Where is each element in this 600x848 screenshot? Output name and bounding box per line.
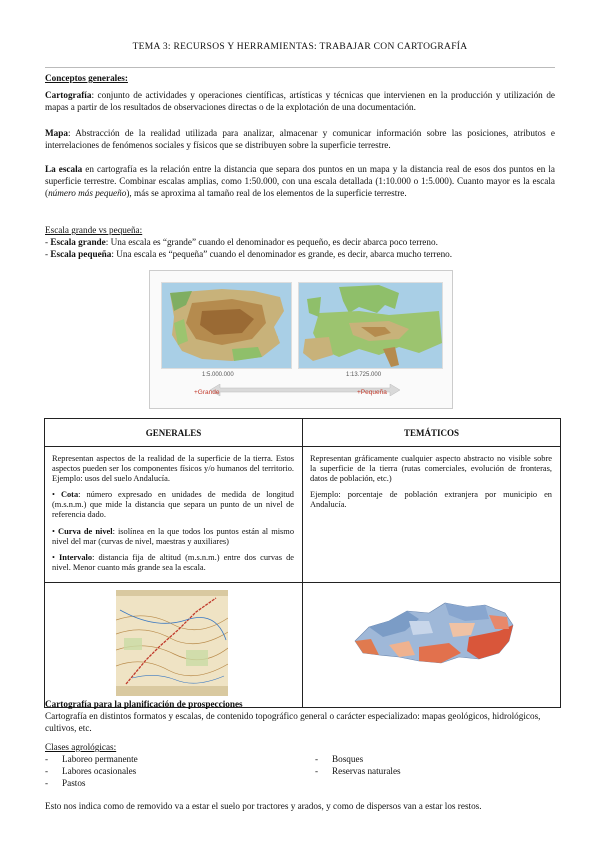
prospecciones-text: Cartografía en distintos formatos y escalas, de contenido topográfico general o carácter especializado: mapas geológicos, hidrológicos, cultivos, etc. <box>45 711 541 734</box>
clases-list-right <box>315 753 401 777</box>
page-title: TEMA 3: RECURSOS Y HERRAMIENTAS: TRABAJAR CON CARTOGRAFÍA <box>132 42 468 52</box>
scale-comparison-figure <box>149 270 453 409</box>
topographic-map-cell <box>45 582 303 707</box>
andalucia-thematic-map-image <box>349 597 519 669</box>
list-item: - Labores ocasionales <box>45 766 137 777</box>
thematic-map-cell <box>303 582 561 707</box>
conceptos-heading: Conceptos generales: <box>45 73 128 83</box>
intervalo-item: • Intervalo: distancia fija de altitud (m.s.n.m.) entre dos curvas de nivel. Menor cuanto más grande sea la escala. <box>52 552 294 572</box>
clases-heading: Clases agrológicas: <box>45 742 117 752</box>
escala-term: La escala <box>45 164 83 174</box>
generales-cell <box>45 447 303 583</box>
cartografia-definition: Cartografía: conjunto de actividades y operaciones científicas, artísticas y técnicas que intervienen en la producción y utilización de mapas a partir de los resultados de observaciones directas o de la explotación de una documentación. <box>45 90 555 113</box>
header-generales: GENERALES <box>45 419 303 447</box>
cota-item: • Cota: número expresado en unidades de medida de longitud (m.s.n.m.) que mide la distancia que separa un punto de un nivel de referencia dado. <box>52 490 294 520</box>
topographic-map-image <box>116 590 228 696</box>
map-types-table <box>44 418 561 708</box>
curva-item: • Curva de nivel: isolínea en la que todos los puntos están al mismo nivel del mar (curvas de nivel, maestras y auxiliares) <box>52 526 295 546</box>
clases-list-left <box>45 753 138 790</box>
arrow-pequena-label: +Pequeña <box>357 389 387 396</box>
mapa-definition: Mapa: Abstracción de la realidad utilizada para analizar, almacenar y comunicar información sobre las posiciones, atributos e interrelaciones de fenómenos sociales y físicos que se distribuyen sobre la superficie terrestre. <box>45 128 555 151</box>
generales-description: Representan aspectos de la realidad de la superficie de la tierra. Estos aspectos pueden ser los componentes físicos y/o humanos del territorio. Ejemplo: usos del suelo Andalucía. <box>52 454 294 484</box>
escala-pequena-item: - Escala pequeña: Una escala es “pequeña” cuando el denominador es grande, es decir, abarca mucho terreno. <box>45 249 453 259</box>
escala-grande-item: - Escala grande: Una escala es “grande” cuando el denominador es pequeño, es decir abarca poco terreno. <box>45 237 438 247</box>
tematicos-cell <box>303 447 561 583</box>
iberia-map <box>161 282 292 369</box>
title-divider <box>45 67 555 68</box>
list-item: - Pastos <box>45 778 86 789</box>
mapa-term: Mapa <box>45 128 68 138</box>
scale-right-label: 1:13.725.000 <box>346 372 382 378</box>
arrow-grande-label: +Grande <box>194 389 220 396</box>
list-item: - Bosques <box>315 754 364 764</box>
tematicos-example: Ejemplo: porcentaje de población extranjera por municipio en Andalucía. <box>310 490 552 510</box>
header-tematicos: TEMÁTICOS <box>303 419 561 447</box>
europe-map <box>298 282 443 369</box>
escala-definition: La escala en cartografía es la relación entre la distancia que separa dos puntos en un mapa y la distancia real de esos dos puntos en la superficie terrestre. Combinar escalas amplias, como 1:50.000, con una escala detallada (1:10.000 o 1:5.000). Cuanto mayor es la escala (número más pequeño), más se aproxima al tamaño real de los elementos de la superficie terrestre. <box>45 164 555 199</box>
escalas-heading: Escala grande vs pequeña: <box>45 225 143 235</box>
list-item: - Laboreo permanente <box>45 754 138 764</box>
scale-left-label: 1:5.000.000 <box>202 372 234 378</box>
closing-text: Esto nos indica como de removido va a estar el suelo por tractores y arados, y como de dispersos van a estar los restos. <box>45 801 482 811</box>
prospecciones-heading: Cartografía para la planificación de prospecciones <box>45 699 243 709</box>
list-item: - Reservas naturales <box>315 766 401 777</box>
cartografia-term: Cartografía <box>45 90 92 100</box>
tematicos-description: Representan gráficamente cualquier aspecto abstracto no visible sobre la superficie de la tierra (rutas comerciales, evolución de fronteras, datos de población, etc.) <box>310 454 552 484</box>
